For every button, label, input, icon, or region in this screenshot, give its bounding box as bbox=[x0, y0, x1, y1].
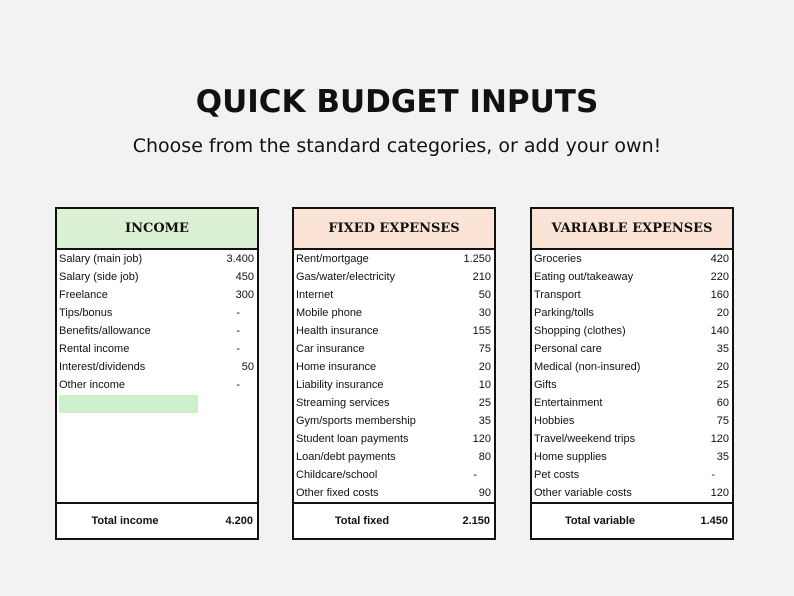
table-row[interactable] bbox=[532, 484, 732, 502]
table-row[interactable] bbox=[57, 340, 257, 358]
table-row[interactable] bbox=[294, 322, 494, 340]
table-row[interactable] bbox=[532, 376, 732, 394]
row-value[interactable]: 25 bbox=[478, 397, 491, 409]
row-label: Childcare/school bbox=[296, 469, 378, 481]
row-value[interactable]: 50 bbox=[478, 289, 491, 301]
table-row[interactable] bbox=[294, 250, 494, 268]
table-row[interactable] bbox=[532, 358, 732, 376]
variable-total-row bbox=[532, 502, 732, 538]
table-row[interactable] bbox=[57, 250, 257, 268]
row-value[interactable]: 10 bbox=[478, 379, 491, 391]
row-label: Benefits/allowance bbox=[59, 325, 151, 337]
row-value[interactable]: 3.400 bbox=[226, 253, 254, 265]
row-value[interactable]: - bbox=[236, 379, 240, 391]
row-value[interactable]: 90 bbox=[478, 487, 491, 499]
row-label: Car insurance bbox=[296, 343, 365, 355]
row-label: Other variable costs bbox=[534, 487, 632, 499]
table-row[interactable] bbox=[294, 358, 494, 376]
fixed-total-row bbox=[294, 502, 494, 538]
row-value[interactable]: 75 bbox=[716, 415, 729, 427]
row-value[interactable]: 300 bbox=[235, 289, 254, 301]
income-header: INCOME bbox=[57, 209, 257, 250]
row-label: Shopping (clothes) bbox=[534, 325, 626, 337]
total-label: Total variable bbox=[564, 515, 636, 527]
row-label: Internet bbox=[296, 289, 334, 301]
table-row[interactable] bbox=[294, 466, 494, 484]
row-label: Hobbies bbox=[534, 415, 575, 427]
row-label: Student loan payments bbox=[296, 433, 409, 445]
table-row[interactable] bbox=[294, 430, 494, 448]
row-value[interactable]: - bbox=[236, 325, 240, 337]
row-value[interactable]: 220 bbox=[710, 271, 729, 283]
table-row[interactable] bbox=[294, 376, 494, 394]
table-row[interactable] bbox=[532, 340, 732, 358]
row-label: Parking/tolls bbox=[534, 307, 594, 319]
row-label: Home supplies bbox=[534, 451, 607, 463]
row-value[interactable]: 160 bbox=[710, 289, 729, 301]
income-total-row bbox=[57, 502, 257, 538]
row-value[interactable]: 25 bbox=[716, 379, 729, 391]
row-label: Mobile phone bbox=[296, 307, 363, 319]
table-row[interactable] bbox=[294, 448, 494, 466]
row-value[interactable]: 155 bbox=[472, 325, 491, 337]
row-value[interactable]: 120 bbox=[710, 433, 729, 445]
row-value[interactable]: 420 bbox=[710, 253, 729, 265]
total-label: Total income bbox=[91, 515, 159, 527]
table-row[interactable] bbox=[532, 304, 732, 322]
table-row[interactable] bbox=[57, 322, 257, 340]
total-value: 1.450 bbox=[700, 515, 728, 527]
row-value[interactable]: 75 bbox=[478, 343, 491, 355]
row-label: Eating out/takeaway bbox=[534, 271, 634, 283]
table-row[interactable] bbox=[294, 412, 494, 430]
table-row[interactable] bbox=[57, 268, 257, 286]
table-row[interactable] bbox=[294, 484, 494, 502]
row-label: Liability insurance bbox=[296, 379, 384, 391]
row-label: Other fixed costs bbox=[296, 487, 379, 499]
total-label: Total fixed bbox=[334, 515, 390, 527]
row-label: Travel/weekend trips bbox=[534, 433, 636, 445]
row-value[interactable]: - bbox=[236, 307, 240, 319]
table-row[interactable] bbox=[57, 376, 257, 394]
variable-expenses-header: VARIABLE EXPENSES bbox=[532, 209, 732, 250]
row-value[interactable]: 80 bbox=[478, 451, 491, 463]
row-label: Tips/bonus bbox=[59, 307, 113, 319]
row-label: Freelance bbox=[59, 289, 108, 301]
table-row[interactable] bbox=[294, 268, 494, 286]
table-row[interactable] bbox=[294, 304, 494, 322]
row-label: Gym/sports membership bbox=[296, 415, 416, 427]
table-row[interactable] bbox=[294, 340, 494, 358]
row-label: Streaming services bbox=[296, 397, 390, 409]
table-row[interactable] bbox=[532, 250, 732, 268]
table-row[interactable] bbox=[532, 448, 732, 466]
row-value[interactable]: 1.250 bbox=[463, 253, 491, 265]
variable-expenses-card bbox=[530, 207, 734, 540]
row-label: Home insurance bbox=[296, 361, 377, 373]
row-label: Gifts bbox=[534, 379, 557, 391]
row-label: Interest/dividends bbox=[59, 361, 146, 373]
row-label: Entertainment bbox=[534, 397, 603, 409]
page-subtitle: Choose from the standard categories, or add your own! bbox=[132, 135, 662, 157]
row-label: Transport bbox=[534, 289, 581, 301]
row-label: Medical (non-insured) bbox=[534, 361, 641, 373]
row-value[interactable]: 60 bbox=[716, 397, 729, 409]
table-row[interactable] bbox=[532, 322, 732, 340]
row-value[interactable]: 30 bbox=[478, 307, 491, 319]
row-value[interactable]: 140 bbox=[710, 325, 729, 337]
table-row[interactable] bbox=[532, 430, 732, 448]
row-label: Pet costs bbox=[534, 469, 580, 481]
row-value[interactable]: - bbox=[473, 469, 477, 481]
row-value[interactable]: 20 bbox=[716, 361, 729, 373]
row-label: Gas/water/electricity bbox=[296, 271, 396, 283]
row-value[interactable]: 35 bbox=[716, 343, 729, 355]
row-value[interactable]: 120 bbox=[710, 487, 729, 499]
income-card bbox=[55, 207, 259, 540]
row-value[interactable]: 20 bbox=[716, 307, 729, 319]
page-title: QUICK BUDGET INPUTS bbox=[195, 84, 599, 120]
row-value[interactable]: 450 bbox=[235, 271, 254, 283]
table-row[interactable] bbox=[57, 304, 257, 322]
variable-rows bbox=[532, 250, 732, 502]
row-label: Salary (side job) bbox=[59, 271, 139, 283]
table-row[interactable] bbox=[532, 466, 732, 484]
row-label: Loan/debt payments bbox=[296, 451, 396, 463]
row-label: Salary (main job) bbox=[59, 253, 143, 265]
row-value[interactable]: - bbox=[236, 343, 240, 355]
fixed-rows bbox=[294, 250, 494, 502]
row-value[interactable]: - bbox=[711, 469, 715, 481]
row-value[interactable]: 50 bbox=[241, 361, 254, 373]
table-row[interactable] bbox=[294, 394, 494, 412]
table-row[interactable] bbox=[57, 286, 257, 304]
table-row[interactable] bbox=[532, 394, 732, 412]
fixed-expenses-card bbox=[292, 207, 496, 540]
fixed-expenses-header: FIXED EXPENSES bbox=[294, 209, 494, 250]
row-label: Rent/mortgage bbox=[296, 253, 369, 265]
row-value[interactable]: 20 bbox=[478, 361, 491, 373]
total-value: 2.150 bbox=[462, 515, 490, 527]
row-value[interactable]: 35 bbox=[478, 415, 491, 427]
row-label: Other income bbox=[59, 379, 126, 391]
table-row[interactable] bbox=[294, 286, 494, 304]
row-label: Health insurance bbox=[296, 325, 379, 337]
income-input-cell[interactable] bbox=[59, 395, 198, 413]
table-row[interactable] bbox=[532, 268, 732, 286]
row-label: Groceries bbox=[534, 253, 582, 265]
income-rows bbox=[57, 250, 257, 394]
row-label: Rental income bbox=[59, 343, 130, 355]
row-value[interactable]: 35 bbox=[716, 451, 729, 463]
total-value: 4.200 bbox=[225, 515, 253, 527]
table-row[interactable] bbox=[57, 358, 257, 376]
row-value[interactable]: 210 bbox=[472, 271, 491, 283]
table-row[interactable] bbox=[532, 412, 732, 430]
table-row[interactable] bbox=[532, 286, 732, 304]
row-label: Personal care bbox=[534, 343, 602, 355]
row-value[interactable]: 120 bbox=[472, 433, 491, 445]
